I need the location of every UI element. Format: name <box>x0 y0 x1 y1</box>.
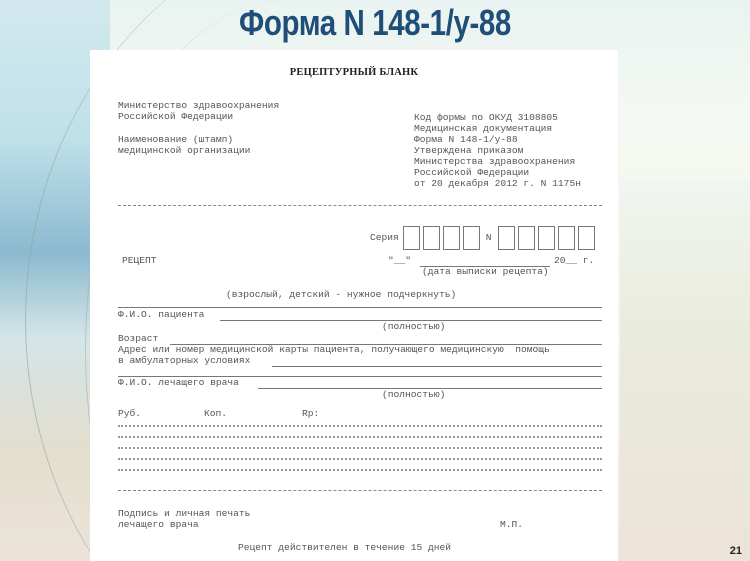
slide-title: Форма N 148-1/у-88 <box>239 2 511 43</box>
number-box[interactable] <box>538 226 555 250</box>
address-line-1: Адрес или номер медицинской карты пациента, получающего медицинскую помощь <box>118 344 550 355</box>
number-box[interactable] <box>558 226 575 250</box>
date-caption: (дата выписки рецепта) <box>422 266 549 277</box>
series-box[interactable] <box>443 226 460 250</box>
series-box[interactable] <box>403 226 420 250</box>
series-box[interactable] <box>463 226 480 250</box>
number-box[interactable] <box>578 226 595 250</box>
org-line-2: медицинской организации <box>118 145 251 156</box>
ministry-approval: Министерства здравоохранения <box>414 156 576 167</box>
rx-line-2[interactable] <box>118 436 602 438</box>
ministry-line-1: Министерство здравоохранения <box>118 100 280 111</box>
prescription-form <box>90 50 618 561</box>
page-number: 21 <box>729 545 742 557</box>
rx-line-3[interactable] <box>118 447 602 449</box>
number-label: N <box>485 232 492 244</box>
stamp-label: М.П. <box>500 519 524 530</box>
patient-type[interactable]: (взрослый, детский - нужное подчеркнуть) <box>226 289 457 300</box>
full-caption-doctor: (полностью) <box>382 389 446 400</box>
divider-line <box>118 307 602 308</box>
validity-note: Рецепт действителен в течение 15 дней <box>238 542 452 553</box>
cut-line-bottom <box>118 490 602 491</box>
rx-line-1[interactable] <box>118 425 602 427</box>
okud-code: Код формы по ОКУД 3108805 <box>414 112 558 123</box>
doctor-name-label: Ф.И.О. лечащего врача <box>118 377 239 388</box>
age-label: Возраст <box>118 333 159 344</box>
address-field[interactable] <box>272 366 602 367</box>
date-day[interactable]: "__" <box>388 255 412 266</box>
series-number-row <box>370 226 598 250</box>
rub-label: Руб. <box>118 408 142 419</box>
address-line-2: в амбулаторных условиях <box>118 355 251 366</box>
signature-line-2: лечащего врача <box>118 519 199 530</box>
number-box[interactable] <box>498 226 515 250</box>
kop-label: Коп. <box>204 408 228 419</box>
org-line-1: Наименование (штамп) <box>118 134 234 145</box>
full-caption-patient: (полностью) <box>382 321 446 332</box>
ministry-line-2: Российской Федерации <box>118 111 234 122</box>
patient-name-label: Ф.И.О. пациента <box>118 309 205 320</box>
series-label: Серия <box>370 232 399 244</box>
number-box[interactable] <box>518 226 535 250</box>
rx-line-5[interactable] <box>118 469 602 471</box>
recipe-label: РЕЦЕПТ <box>122 255 157 266</box>
order-date: от 20 декабря 2012 г. N 1175н <box>414 178 581 189</box>
approved-by: Утверждена приказом <box>414 145 524 156</box>
date-year[interactable]: 20__ г. <box>554 255 595 266</box>
number-boxes[interactable] <box>498 226 598 250</box>
form-number: Форма N 148-1/у-88 <box>414 134 518 145</box>
signature-line-1: Подпись и личная печать <box>118 508 251 519</box>
form-heading: РЕЦЕПТУРНЫЙ БЛАНК <box>289 67 419 78</box>
rx-line-4[interactable] <box>118 458 602 460</box>
series-boxes[interactable] <box>403 226 483 250</box>
series-box[interactable] <box>423 226 440 250</box>
background-right-accent <box>620 180 750 561</box>
med-docs: Медицинская документация <box>414 123 553 134</box>
rp-label: Rp: <box>302 408 320 419</box>
federation-approval: Российской Федерации <box>414 167 530 178</box>
cut-line-top <box>118 205 602 206</box>
